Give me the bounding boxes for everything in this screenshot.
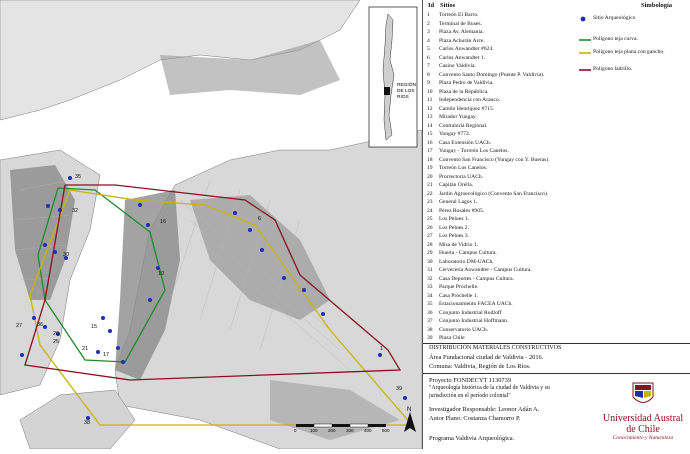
red-line-icon bbox=[579, 66, 591, 74]
legend-panel bbox=[422, 0, 690, 449]
site-id: 33 bbox=[427, 284, 433, 290]
site-row bbox=[427, 326, 587, 335]
site-name: Estacionamiento FACEA UACh. bbox=[439, 301, 513, 307]
site-label: 25 bbox=[53, 339, 60, 345]
legend-item-teja-curva bbox=[593, 36, 638, 42]
site-id: 28 bbox=[427, 241, 433, 248]
divider bbox=[423, 343, 690, 344]
info-title: DISTRIBUCIÓN MATERIALES CONSTRUCTIVOS bbox=[429, 345, 562, 351]
site-name: Casa Deportes - Campus Cultura. bbox=[439, 275, 515, 282]
legend-label: Polígono teja curva. bbox=[593, 36, 638, 42]
site-name: Mirador Yungay. bbox=[439, 114, 477, 120]
site-id: 17 bbox=[427, 148, 433, 154]
university-motto: Conocimiento y Naturaleza bbox=[612, 435, 674, 441]
site-row bbox=[427, 275, 587, 284]
site-name: Conjunto Industrial Rudloff bbox=[439, 309, 502, 316]
site-id: 10 bbox=[427, 88, 433, 95]
university-crest-icon bbox=[632, 382, 654, 408]
info-author: Autor Plano: Costanza Chamorro P. bbox=[429, 415, 521, 422]
site-row bbox=[427, 309, 587, 318]
site-name: Independencia con Arauco. bbox=[439, 97, 501, 103]
site-row bbox=[427, 241, 587, 250]
site-row bbox=[427, 173, 587, 182]
site-row bbox=[427, 45, 587, 54]
site-id: 8 bbox=[427, 71, 430, 78]
site-name: Conservatorio UACh. bbox=[439, 326, 489, 333]
site-id: 20 bbox=[427, 173, 433, 180]
site-id: 3 bbox=[427, 29, 430, 35]
id-header: Id bbox=[428, 2, 435, 9]
scale-label: 300 bbox=[346, 428, 354, 433]
site-id: 4 bbox=[427, 37, 430, 44]
site-id: 5 bbox=[427, 46, 430, 52]
scale-label: 0 bbox=[294, 428, 297, 433]
site-label: 16 bbox=[160, 219, 167, 225]
site-label: 6 bbox=[258, 216, 262, 222]
info-area: Área Fundacional ciudad de Valdivia - 2016. bbox=[429, 354, 544, 361]
site-id: 14 bbox=[427, 122, 433, 129]
legend-item-site bbox=[593, 15, 635, 21]
site-label: 35 bbox=[75, 174, 82, 180]
site-row bbox=[427, 113, 587, 122]
university-name: Universidad Austral de Chile bbox=[602, 413, 684, 435]
site-name: Los Pelues 3. bbox=[439, 233, 469, 239]
site-row bbox=[427, 224, 587, 233]
site-row bbox=[427, 283, 587, 292]
site-row bbox=[427, 292, 587, 301]
site-id: 31 bbox=[427, 267, 433, 273]
site-id: 16 bbox=[427, 139, 433, 146]
yellow-line-icon bbox=[579, 49, 591, 57]
site-row bbox=[427, 249, 587, 258]
green-line-icon bbox=[579, 36, 591, 44]
site-row bbox=[427, 147, 587, 156]
site-id: 12 bbox=[427, 105, 433, 112]
site-id: 15 bbox=[427, 131, 433, 137]
site-id: 29 bbox=[427, 250, 433, 256]
site-id: 18 bbox=[427, 156, 433, 163]
site-label: 32 bbox=[72, 208, 79, 214]
site-row bbox=[427, 37, 587, 46]
site-id: 38 bbox=[427, 326, 433, 333]
site-row bbox=[427, 156, 587, 165]
site-name: Carlos Anwandter 1. bbox=[439, 54, 486, 61]
university-logo bbox=[602, 382, 684, 441]
site-row bbox=[427, 139, 587, 148]
legend-item-teja-gancho bbox=[593, 49, 665, 55]
site-name: Pérez Rosales #905. bbox=[439, 207, 485, 214]
site-label: 10 bbox=[158, 271, 165, 277]
scale-label: 400 bbox=[364, 428, 372, 433]
site-name: Casa Extensión UACh. bbox=[439, 139, 492, 146]
site-row bbox=[427, 62, 587, 71]
info-investigator: Investigador Responsable: Leonor Adán A. bbox=[429, 406, 540, 413]
site-id: 22 bbox=[427, 190, 433, 197]
site-label: 21 bbox=[82, 346, 89, 352]
site-id: 30 bbox=[427, 258, 433, 265]
site-row bbox=[427, 215, 587, 224]
sites-header: Sitios bbox=[440, 2, 456, 9]
site-row bbox=[427, 122, 587, 131]
scale-label: 500 bbox=[382, 428, 390, 433]
site-name: Carlos Anwandter #624. bbox=[439, 46, 494, 52]
site-name: Conjunto Industrial Hoffmann. bbox=[439, 318, 509, 324]
site-id: 34 bbox=[427, 292, 433, 299]
site-row bbox=[427, 300, 587, 309]
site-name: Torreón Los Canelos. bbox=[439, 165, 488, 171]
site-label: 39 bbox=[396, 386, 403, 392]
site-id: 32 bbox=[427, 275, 433, 282]
site-name: Jardín Agroecológico (Convento San Francisco). bbox=[439, 190, 549, 197]
site-row bbox=[427, 20, 587, 29]
site-name: Cervecería Anwandter - Campus Cultura. bbox=[439, 267, 532, 273]
scale-label: 100 bbox=[310, 428, 318, 433]
info-program: Programa Valdivia Arqueológica. bbox=[429, 435, 515, 442]
site-row bbox=[427, 258, 587, 267]
region-inset bbox=[369, 7, 417, 147]
site-id: 2 bbox=[427, 20, 430, 27]
site-label: 26 bbox=[53, 331, 60, 337]
site-label: 15 bbox=[91, 324, 98, 330]
site-name: Misa de Vidrio 1. bbox=[439, 241, 479, 248]
site-row bbox=[427, 181, 587, 190]
site-id: 7 bbox=[427, 63, 430, 69]
site-row bbox=[427, 198, 587, 207]
site-row bbox=[427, 54, 587, 63]
site-name: Capitán Orella. bbox=[439, 182, 474, 188]
site-id: 6 bbox=[427, 54, 430, 61]
site-name: Los Pelues 2. bbox=[439, 224, 469, 231]
site-name: Parque Prochelle. bbox=[439, 284, 479, 290]
site-id: 1 bbox=[427, 12, 430, 18]
site-name: Yungay #773. bbox=[439, 131, 471, 137]
site-name: Contraloría Regional. bbox=[439, 122, 488, 129]
site-name: Yungay - Torreón Los Canelos. bbox=[439, 148, 509, 154]
site-row bbox=[427, 130, 587, 139]
site-id: 37 bbox=[427, 318, 433, 324]
site-id: 21 bbox=[427, 182, 433, 188]
info-project-title: "Arqueología histórica de la ciudad de Valdivia y su bbox=[429, 385, 550, 391]
site-name: Plaza Chile bbox=[439, 335, 465, 341]
site-row bbox=[427, 71, 587, 80]
site-name: Convento San Francisco (Yungay con Y. Bueras). bbox=[439, 156, 550, 163]
site-id: 9 bbox=[427, 80, 430, 86]
site-name: Plaza Pedro de Valdivia. bbox=[439, 80, 494, 86]
site-row bbox=[427, 88, 587, 97]
site-name: Plaza Achurán Arce. bbox=[439, 37, 485, 44]
site-id: 24 bbox=[427, 207, 433, 214]
site-id: 27 bbox=[427, 233, 433, 239]
site-id: 13 bbox=[427, 114, 433, 120]
site-row bbox=[427, 28, 587, 37]
site-name: General Lagos 1. bbox=[439, 199, 478, 205]
site-label: 36 bbox=[37, 322, 44, 328]
site-row bbox=[427, 164, 587, 173]
site-name: Terminal de Buses. bbox=[439, 20, 482, 27]
site-id: 26 bbox=[427, 224, 433, 231]
site-name: Plaza Av. Alemania. bbox=[439, 29, 484, 35]
inset-label: REGIÓN bbox=[397, 83, 416, 88]
inset-label: RÍOS bbox=[397, 95, 409, 100]
site-row bbox=[427, 11, 587, 20]
site-row bbox=[427, 105, 587, 114]
site-id: 36 bbox=[427, 309, 433, 316]
site-id: 23 bbox=[427, 199, 433, 205]
site-label: 1 bbox=[380, 346, 384, 352]
divider bbox=[423, 373, 690, 374]
site-row bbox=[427, 190, 587, 199]
site-row bbox=[427, 317, 587, 326]
site-name: Casino Valdivia. bbox=[439, 63, 476, 69]
site-name: Prorrectoría UACh. bbox=[439, 173, 484, 180]
site-name: Convento Santo Domingo (Puente P. Valdivia). bbox=[439, 71, 545, 78]
scale-label: 200 bbox=[328, 428, 336, 433]
site-id: 35 bbox=[427, 301, 433, 307]
site-id: 19 bbox=[427, 165, 433, 171]
legend-label: Sitio Arqueológico bbox=[593, 15, 636, 21]
north-label: N bbox=[407, 407, 412, 413]
inset-label: DE LOS bbox=[397, 89, 415, 94]
site-dot-icon bbox=[579, 15, 587, 23]
site-label: 27 bbox=[16, 323, 23, 329]
site-row bbox=[427, 266, 587, 275]
site-row bbox=[427, 79, 587, 88]
site-name: Laboratorio DM-UACh. bbox=[439, 258, 494, 265]
site-label: 30 bbox=[63, 252, 70, 258]
site-name: Casa Prochelle 1. bbox=[439, 292, 478, 299]
site-row bbox=[427, 334, 587, 343]
legend-label: Polígono teja plana con gancho. bbox=[593, 49, 665, 55]
site-id: 39 bbox=[427, 335, 433, 341]
site-id: 25 bbox=[427, 216, 433, 222]
site-name: Camilo Henríquez #715. bbox=[439, 105, 495, 112]
legend-item-ladrillo bbox=[593, 66, 632, 72]
site-label: 38 bbox=[84, 420, 91, 426]
site-label: 17 bbox=[103, 352, 110, 358]
site-id: 11 bbox=[427, 97, 433, 103]
legend-label: Polígono ladrillo. bbox=[593, 66, 633, 72]
site-name: Los Pelues 1. bbox=[439, 216, 469, 222]
info-project: Proyecto FONDECYT 1130739 bbox=[429, 377, 512, 384]
site-name: Plaza de la República. bbox=[439, 88, 489, 95]
site-row bbox=[427, 232, 587, 241]
info-project-title-2: jurisdicción en el período colonial" bbox=[429, 393, 511, 399]
site-name: Huerta - Campus Cultura. bbox=[439, 250, 497, 256]
site-row bbox=[427, 96, 587, 105]
site-row bbox=[427, 207, 587, 216]
legend-title: Simbología bbox=[641, 2, 673, 9]
info-comuna: Comuna: Valdivia, Región de Los Ríos. bbox=[429, 363, 531, 370]
site-name: Torreón El Barro. bbox=[439, 12, 479, 18]
